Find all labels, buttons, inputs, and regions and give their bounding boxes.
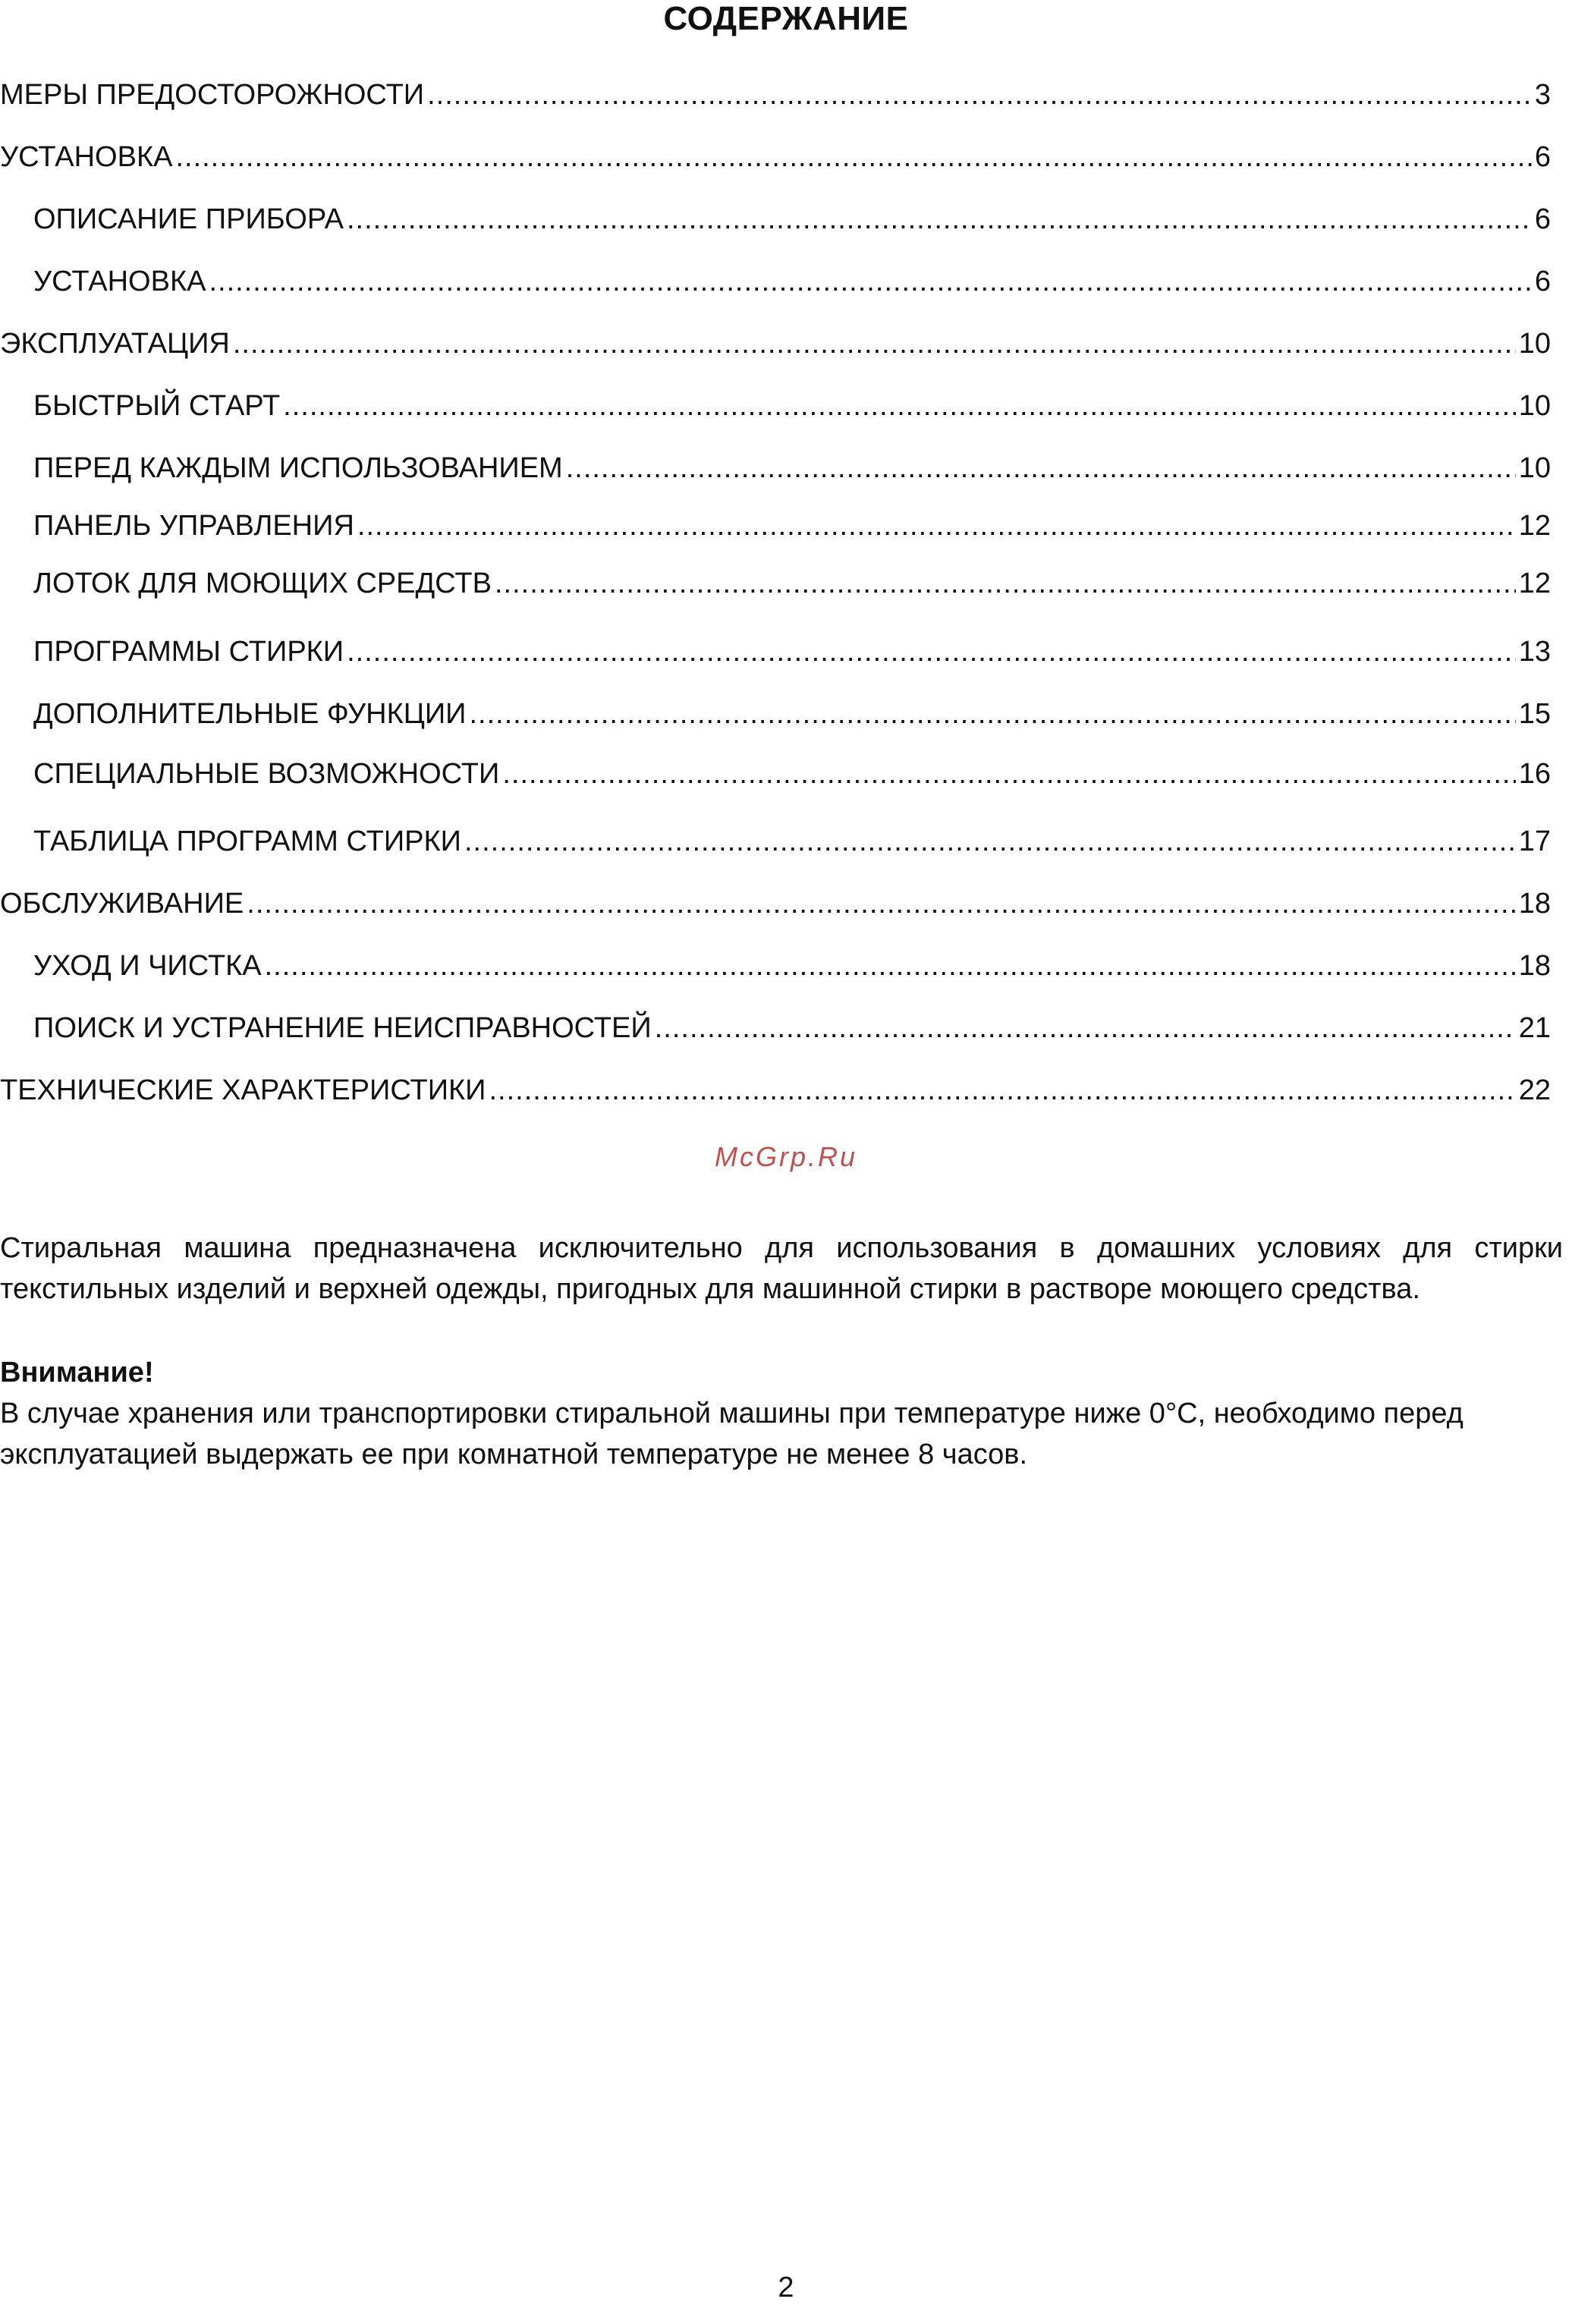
toc-dot-leader	[427, 76, 1532, 114]
watermark-text: McGrp.Ru	[714, 1141, 858, 1172]
toc-entry-page: 3	[1534, 79, 1551, 111]
toc-entry-label: УСТАНОВКА	[33, 266, 206, 297]
toc-entry-page: 22	[1518, 1074, 1551, 1106]
toc-entry-label: УХОД И ЧИСТКА	[33, 950, 262, 982]
toc-entry-page: 6	[1534, 203, 1551, 235]
toc-entry-page: 13	[1518, 636, 1551, 668]
toc-dot-leader	[464, 822, 1516, 860]
toc-dot-leader	[502, 755, 1515, 793]
toc-entry	[0, 633, 1551, 671]
toc-entry	[0, 564, 1551, 602]
toc-entry-page: 15	[1518, 698, 1551, 730]
toc-dot-leader	[347, 200, 1532, 238]
toc-dot-leader	[209, 263, 1531, 300]
toc-entry	[0, 200, 1551, 238]
toc-entry-label: ОБСЛУЖИВАНИЕ	[0, 888, 244, 920]
toc-entry-label: ПЕРЕД КАЖДЫМ ИСПОЛЬЗОВАНИЕМ	[33, 452, 563, 484]
toc-entry-page: 10	[1518, 452, 1551, 484]
toc-entry	[0, 507, 1551, 545]
toc-entry-page: 16	[1518, 758, 1551, 790]
toc-dot-leader	[489, 1071, 1515, 1109]
toc-entry-page: 12	[1518, 568, 1551, 599]
toc-entry-label: УСТАНОВКА	[0, 141, 173, 173]
toc-entry	[0, 263, 1551, 300]
toc-entry	[0, 885, 1551, 923]
toc-dot-leader	[247, 885, 1515, 923]
toc-entry-label: ПАНЕЛЬ УПРАВЛЕНИЯ	[33, 510, 354, 542]
toc-dot-leader	[283, 387, 1516, 425]
toc-entry-page: 18	[1518, 888, 1551, 920]
toc-dot-leader	[265, 947, 1516, 985]
toc-entry-page: 10	[1518, 390, 1551, 422]
toc-entry-label: ТЕХНИЧЕСКИЕ ХАРАКТЕРИСТИКИ	[0, 1074, 486, 1106]
toc-entry	[0, 1009, 1551, 1047]
toc-entry-page: 12	[1518, 510, 1551, 542]
toc-dot-leader	[347, 633, 1516, 671]
toc-entry-label: ПРОГРАММЫ СТИРКИ	[33, 636, 344, 668]
toc-entry-label: ОПИСАНИЕ ПРИБОРА	[33, 203, 344, 235]
intro-paragraph: Стиральная машина предназначена исключительно для использования в домашних условиях для стирки текстильных изделий и верхней одежды, пригодных для машинной стирки в растворе моющего средства.	[0, 1232, 1563, 1305]
toc-entry	[0, 449, 1551, 487]
toc-dot-leader	[566, 449, 1516, 487]
page-title: СОДЕРЖАНИЕ	[663, 0, 909, 37]
toc-entry-label: МЕРЫ ПРЕДОСТОРОЖНОСТИ	[0, 79, 425, 111]
toc-entry-label: ТАБЛИЦА ПРОГРАММ СТИРКИ	[33, 826, 461, 857]
toc-dot-leader	[469, 695, 1515, 733]
toc-dot-leader	[233, 325, 1516, 363]
toc-entry-page: 10	[1518, 328, 1551, 360]
toc-entry-page: 21	[1518, 1012, 1551, 1044]
toc-entry-page: 17	[1518, 826, 1551, 857]
toc-dot-leader	[175, 138, 1531, 176]
toc-entry-label: БЫСТРЫЙ СТАРТ	[33, 390, 281, 422]
toc-entry	[0, 387, 1551, 425]
toc-entry-label: ПОИСК И УСТРАНЕНИЕ НЕИСПРАВНОСТЕЙ	[33, 1012, 652, 1044]
toc-entry-label: ЛОТОК ДЛЯ МОЮЩИХ СРЕДСТВ	[33, 568, 492, 599]
toc-entry	[0, 695, 1551, 733]
page-number: 2	[778, 2272, 794, 2304]
toc-dot-leader	[357, 507, 1516, 545]
toc-entry	[0, 822, 1551, 860]
toc-entry-label: СПЕЦИАЛЬНЫЕ ВОЗМОЖНОСТИ	[33, 758, 500, 790]
toc-entry-page: 6	[1534, 266, 1551, 297]
toc-entry-label: ДОПОЛНИТЕЛЬНЫЕ ФУНКЦИИ	[33, 698, 467, 730]
warning-paragraph: В случае хранения или транспортировки стиральной машины при температуре ниже 0°С, необходимо перед эксплуатацией выдержать ее при комнатной температуре не менее 8 часов.	[0, 1398, 1464, 1470]
toc-dot-leader	[655, 1009, 1516, 1047]
toc-entry	[0, 1071, 1551, 1109]
toc-entry-page: 6	[1534, 141, 1551, 173]
toc-dot-leader	[495, 564, 1516, 602]
toc-entry	[0, 76, 1551, 114]
toc-entry	[0, 138, 1551, 176]
warning-title: Внимание!	[0, 1357, 154, 1388]
toc-entry	[0, 947, 1551, 985]
toc-entry	[0, 325, 1551, 363]
toc-entry-label: ЭКСПЛУАТАЦИЯ	[0, 328, 230, 360]
toc-entry	[0, 755, 1551, 793]
toc-entry-page: 18	[1518, 950, 1551, 982]
